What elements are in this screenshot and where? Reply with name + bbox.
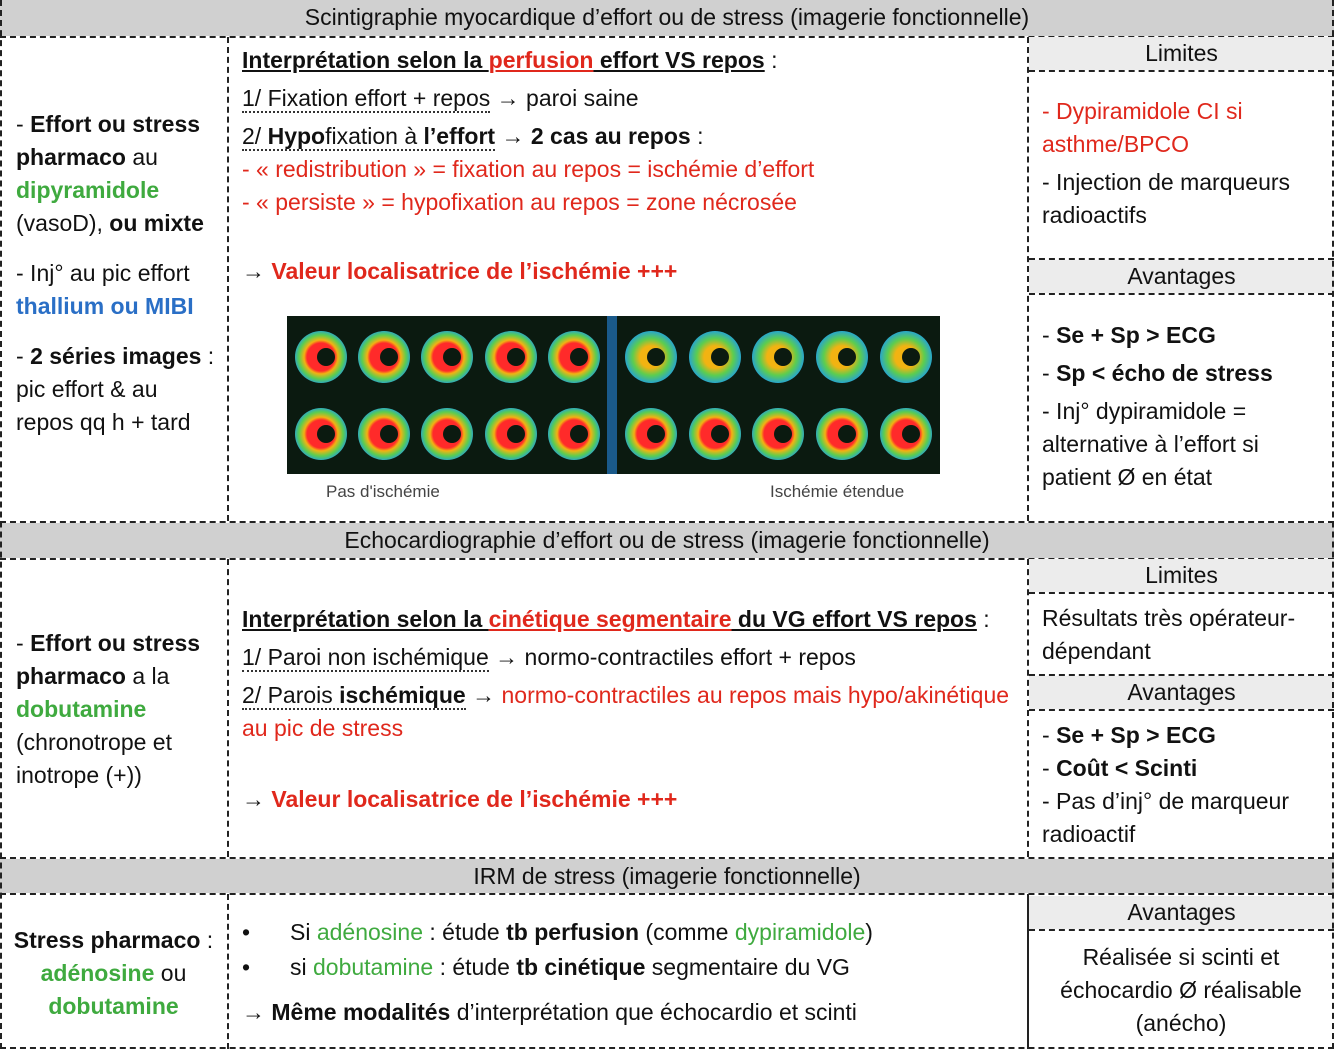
echo-left-cell: - Effort ou stress pharmaco a la dobutamine (chronotrope et inotrope (+))	[16, 630, 201, 788]
irm-bullet-1: • Si adénosine : étude tb perfusion (comme dypiramidole)	[242, 919, 873, 945]
scinti-limit-1: - Dypiramidole CI si asthme/BPCO	[1042, 98, 1243, 157]
irm-advantages-header: Avantages	[1029, 896, 1334, 929]
irm-adv-1: Réalisée si scinti et échocardio Ø réalisable (anécho)	[1060, 944, 1302, 1036]
scinti-image-label-right: Ischémie étendue	[770, 482, 905, 501]
scinti-line5: - « persiste » = hypofixation au repos = zone nécrosée	[242, 189, 797, 215]
scinti-line2: 1/ Fixation effort + repos → paroi saine	[242, 85, 639, 111]
scinti-left-cell	[16, 108, 221, 439]
section1-title: Scintigraphie myocardique d’effort ou de stress (imagerie fonctionnelle)	[0, 0, 1334, 36]
irm-left-line2: adénosine ou	[40, 960, 187, 986]
section2-title: Echocardiographie d’effort ou de stress (imagerie fonctionnelle)	[0, 523, 1334, 558]
scinti-image-label-left: Pas d'ischémie	[326, 482, 440, 501]
scinti-advantages-cell	[1042, 319, 1327, 494]
irm-left-cell	[0, 924, 227, 1023]
scinti-advantages-header: Avantages	[1029, 260, 1334, 293]
echo-line2: 1/ Paroi non ischémique → normo-contractiles effort + repos	[242, 644, 856, 670]
scinti-line1: Interprétation selon la perfusion effort VS repos :	[242, 47, 778, 73]
scinti-left-p3: - 2 séries images : pic effort & au repos qq h + tard	[16, 343, 215, 435]
scinti-adv-3: - Inj° dypiramidole = alternative à l’effort si patient Ø en état	[1042, 398, 1259, 490]
echo-advantages-header: Avantages	[1029, 676, 1334, 709]
irm-bullet-2: • si dobutamine : étude tb cinétique segmentaire du VG	[242, 954, 850, 980]
scinti-adv-2: - Sp < écho de stress	[1042, 360, 1273, 386]
scinti-arrow-line: → Valeur localisatrice de l’ischémie +++	[242, 258, 678, 284]
scinti-limits-cell	[1042, 95, 1327, 232]
irm-left-line1: Stress pharmaco :	[13, 927, 214, 953]
echo-middle-cell	[242, 603, 1022, 816]
scinti-left-p1: - Effort ou stress pharmaco au dipyramidole (vasoD), ou mixte	[16, 111, 204, 236]
echo-line3: 2/ Parois ischémique → normo-contractiles au repos mais hypo/akinétique au pic de stress	[242, 682, 1010, 741]
echo-advantages-cell	[1042, 719, 1327, 851]
scinti-perfusion-image	[287, 316, 940, 474]
scinti-limits-header: Limites	[1029, 37, 1334, 70]
irm-left-line3: dobutamine	[48, 993, 179, 1019]
echo-adv-1: - Se + Sp > ECG	[1042, 722, 1216, 748]
echo-arrow-line: → Valeur localisatrice de l’ischémie +++	[242, 786, 678, 812]
echo-line1: Interprétation selon la cinétique segmentaire du VG effort VS repos :	[242, 606, 990, 632]
echo-adv-2: - Coût < Scinti	[1042, 755, 1198, 781]
scinti-adv-1: - Se + Sp > ECG	[1042, 322, 1216, 348]
echo-adv-3: - Pas d’inj° de marqueur radioactif	[1042, 788, 1289, 847]
scinti-image-extended-ischemia	[621, 320, 936, 470]
scinti-line3: 2/ Hypofixation à l’effort → 2 cas au repos :	[242, 123, 704, 149]
echo-limit-1: Résultats très opérateur-dépendant	[1042, 605, 1296, 664]
section3-title: IRM de stress (imagerie fonctionnelle)	[0, 859, 1334, 893]
scinti-image-no-ischemia	[291, 320, 604, 470]
scinti-middle-cell	[242, 44, 1022, 288]
scinti-line4: - « redistribution » = fixation au repos = ischémie d’effort	[242, 156, 815, 182]
echo-limits-header: Limites	[1029, 559, 1334, 592]
irm-arrow-line: → Même modalités d’interprétation que échocardio et scinti	[242, 999, 857, 1025]
scinti-left-p2: - Inj° au pic effort thallium ou MIBI	[16, 260, 194, 319]
irm-middle-cell	[242, 916, 1022, 1029]
scinti-limit-2: - Injection de marqueurs radioactifs	[1042, 169, 1291, 228]
